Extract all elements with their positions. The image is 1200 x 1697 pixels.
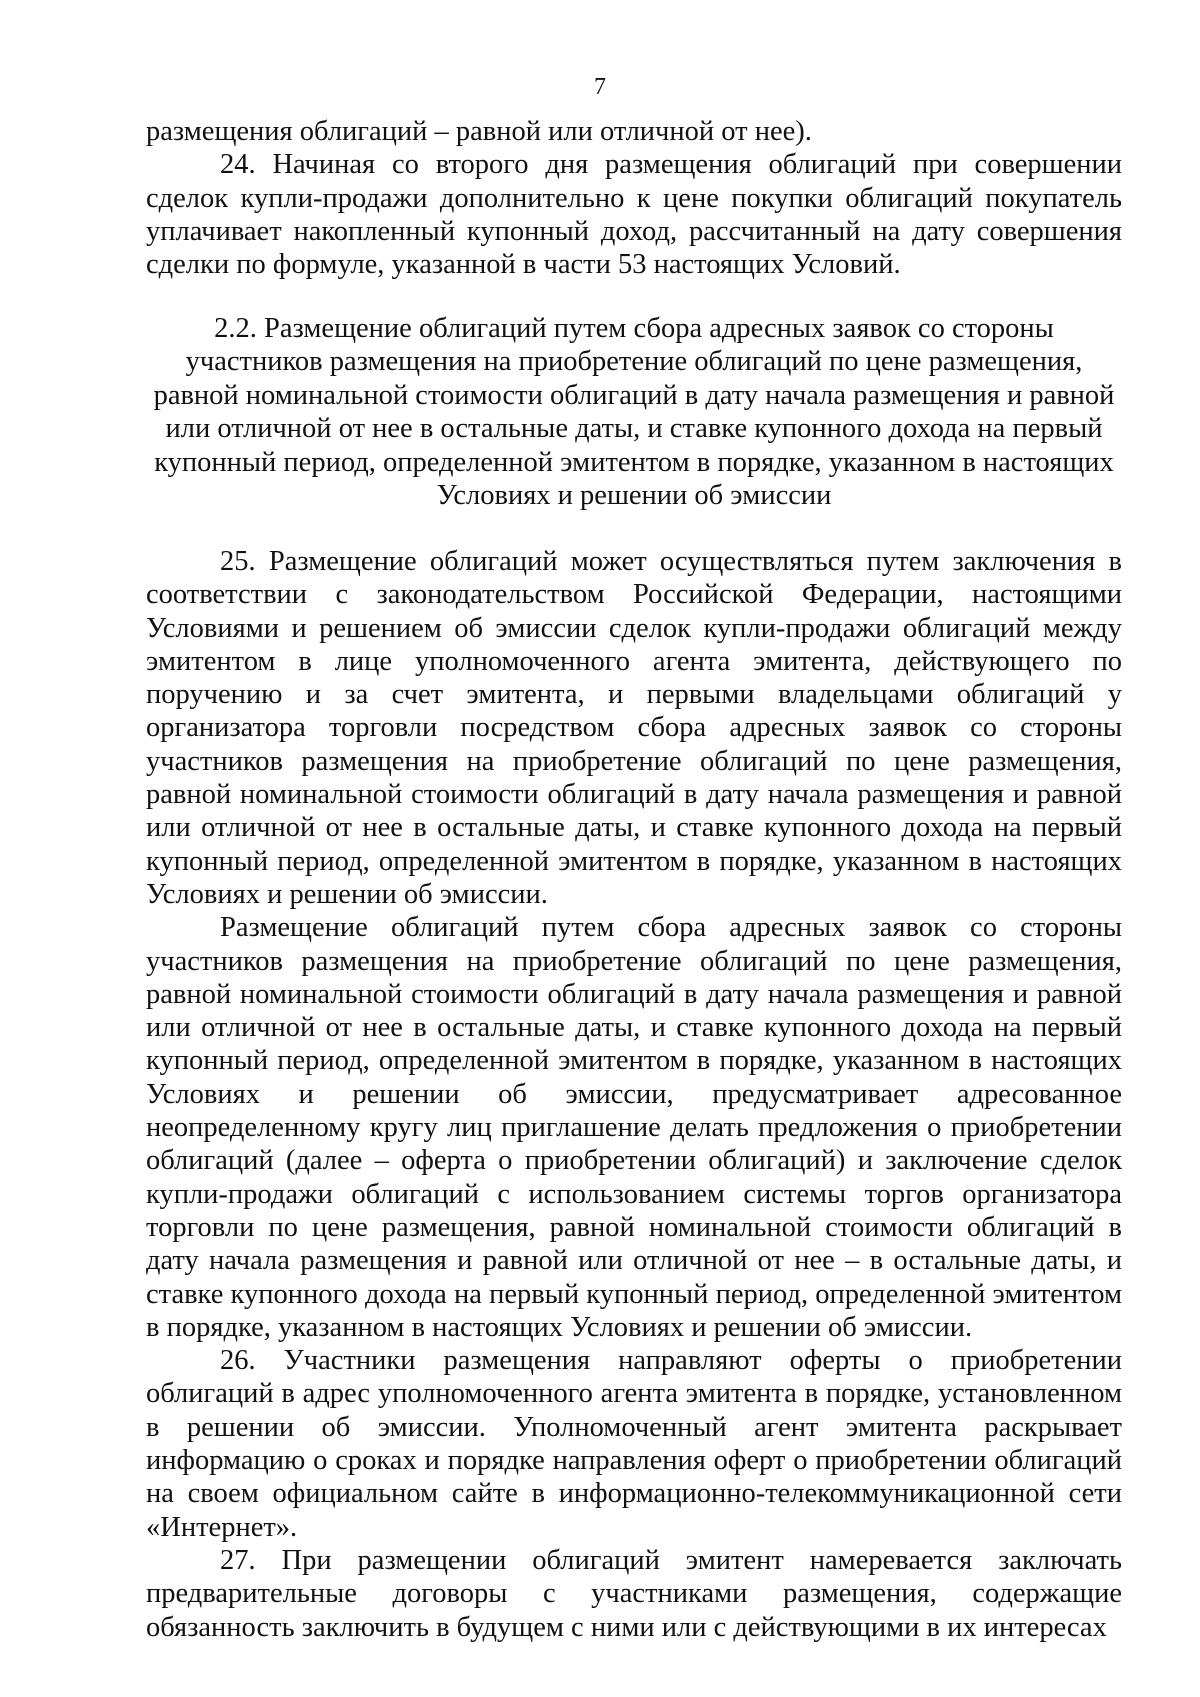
section-heading-line-2: участников размещения на приобретение облигаций по цене размещения, — [185, 346, 1083, 378]
paragraph-26: 26. Участники размещения направляют оферты о приобретении облигаций в адрес уполномоченного агента эмитента в порядке, установленном в решении об эмиссии. Уполномоченный агент эмитента раскрывает информацию о сроках и порядке направления оферт о приобретении облигаций на своем официальном сайте в информационно-телекоммуникационной сети «Интернет». — [146, 1345, 1122, 1543]
paragraph-24: 24. Начиная со второго дня размещения облигаций при совершении сделок купли-продажи дополнительно к цене покупки облигаций покупатель уплачивает накопленный купонный доход, рассчитанный на дату совершения сделки по формуле, указанной в части 53 настоящих Условий. — [146, 149, 1122, 281]
section-heading-line-4: или отличной от нее в остальные даты, и ставке купонного дохода на первый — [165, 413, 1103, 445]
paragraph-27: 27. При размещении облигаций эмитент намеревается заключать предварительные договоры с участниками размещения, содержащие обязанность заключить в будущем с ними или с действующими в их интересах — [146, 1544, 1122, 1643]
page-number: 7 — [594, 74, 606, 100]
section-heading-line-3: равной номинальной стоимости облигаций в дату начала размещения и равной — [153, 379, 1115, 411]
section-heading-line-1: 2.2. Размещение облигаций путем сбора адресных заявок со стороны — [214, 313, 1054, 344]
section-heading-line-5: купонный период, определенной эмитентом в порядке, указанном в настоящих — [154, 446, 1114, 478]
main-text-block — [146, 545, 1122, 1644]
paragraph-continuation: размещения облигаций – равной или отличной от нее). — [146, 116, 812, 147]
top-text-block — [146, 115, 1122, 281]
paragraph-25-continued: Размещение облигаций путем сбора адресных заявок со стороны участников размещения на приобретение облигаций по цене размещения, равной номинальной стоимости облигаций в дату начала размещения и равной или отличной от нее в остальные даты, и ставке купонного дохода на первый купонный период, определенной эмитентом в порядке, указанном в настоящих Условиях и решении об эмиссии, предусматривает адресованное неопределенному кругу лиц приглашение делать предложения о приобретении облигаций (далее – оферта о приобретении облигаций) и заключение сделок купли-продажи облигаций с использованием системы торгов организатора торговли по цене размещения, равной номинальной стоимости облигаций в дату начала размещения и равной или отличной от нее – в остальные даты, и ставке купонного дохода на первый купонный период, определенной эмитентом в порядке, указанном в настоящих Условиях и решении об эмиссии. — [146, 912, 1122, 1343]
section-heading — [146, 312, 1122, 512]
paragraph-25: 25. Размещение облигаций может осуществляться путем заключения в соответствии с законодательством Российской Федерации, настоящими Условиями и решением об эмиссии сделок купли-продажи облигаций между эмитентом в лице уполномоченного агента эмитента, действующего по поручению и за счет эмитента, и первыми владельцами облигаций у организатора торговли посредством сбора адресных заявок со стороны участников размещения на приобретение облигаций по цене размещения, равной номинальной стоимости облигаций в дату начала размещения и равной или отличной от нее в остальные даты, и ставке купонного дохода на первый купонный период, определенной эмитентом в порядке, указанном в настоящих Условиях и решении об эмиссии. — [146, 546, 1122, 910]
section-heading-line-6: Условиях и решении об эмиссии — [436, 480, 832, 512]
